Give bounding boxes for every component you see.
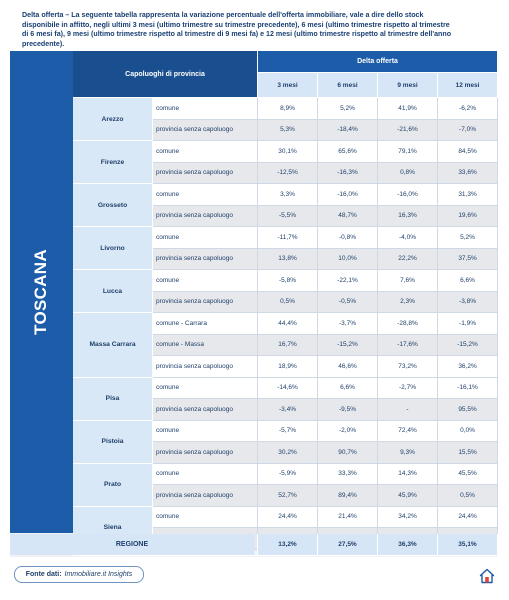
delta-value: -1,9% bbox=[438, 313, 498, 335]
delta-value: 30,2% bbox=[258, 442, 318, 464]
delta-value: -3,8% bbox=[438, 292, 498, 314]
delta-value: 8,9% bbox=[258, 98, 318, 120]
table-row bbox=[73, 507, 498, 529]
table-row bbox=[73, 378, 498, 400]
province-name: Livorno bbox=[73, 227, 153, 270]
area-type: comune bbox=[153, 270, 258, 292]
header-period: 9 mesi bbox=[378, 73, 438, 98]
delta-value: 5,2% bbox=[318, 98, 378, 120]
delta-value: 10,0% bbox=[318, 249, 378, 271]
header-period: 3 mesi bbox=[258, 73, 318, 98]
delta-value: 16,3% bbox=[378, 206, 438, 228]
header-period: 6 mesi bbox=[318, 73, 378, 98]
area-type: comune - Carrara bbox=[153, 313, 258, 335]
province-name: Grosseto bbox=[73, 184, 153, 227]
delta-value: 21,4% bbox=[318, 507, 378, 529]
table-row bbox=[73, 421, 498, 443]
delta-value: 89,4% bbox=[318, 485, 378, 507]
delta-value: -12,5% bbox=[258, 163, 318, 185]
delta-value: 0,5% bbox=[258, 292, 318, 314]
area-type: comune bbox=[153, 184, 258, 206]
delta-value: -14,6% bbox=[258, 378, 318, 400]
source-value: Immobiliare.it Insights bbox=[64, 571, 133, 578]
delta-offerta-table bbox=[73, 51, 498, 550]
delta-value: 34,2% bbox=[378, 507, 438, 529]
delta-value: 5,3% bbox=[258, 120, 318, 142]
table-row bbox=[73, 464, 498, 486]
table-row bbox=[73, 227, 498, 249]
delta-value: -5,9% bbox=[258, 464, 318, 486]
area-type: provincia senza capoluogo bbox=[153, 292, 258, 314]
province-name: Prato bbox=[73, 464, 153, 507]
area-type: comune bbox=[153, 141, 258, 163]
delta-value: 31,3% bbox=[438, 184, 498, 206]
delta-value: -5,8% bbox=[258, 270, 318, 292]
header-delta-offerta: Delta offerta bbox=[258, 51, 498, 73]
delta-value: 24,4% bbox=[438, 507, 498, 529]
total-spacer bbox=[73, 534, 258, 556]
intro-title: Delta offerta bbox=[22, 11, 64, 19]
delta-value: 95,5% bbox=[438, 399, 498, 421]
area-type: comune bbox=[153, 227, 258, 249]
header-period: 12 mesi bbox=[438, 73, 498, 98]
intro-body: – La seguente tabella rappresenta la variazione percentuale dell'offerta immobiliare, vale a dire dello stock disponibile in affitto, negli ultimi 3 mesi (ultimo trimestre su trimestre precedente), 6 mesi (ultimo trimestre rispetto al trimestre di 6 mesi fa), 9 mesi (ultimo trimestre rispetto al trimestre di 9 mesi fa) e 12 mesi (ultimo trimestre rispetto al trimestre dell'anno precedente). bbox=[22, 11, 452, 48]
delta-value: 3,3% bbox=[258, 184, 318, 206]
table-row bbox=[73, 313, 498, 335]
delta-value: 13,8% bbox=[258, 249, 318, 271]
delta-value: -0,5% bbox=[318, 292, 378, 314]
area-type: provincia senza capoluogo bbox=[153, 485, 258, 507]
delta-value: -7,0% bbox=[438, 120, 498, 142]
delta-value: 30,1% bbox=[258, 141, 318, 163]
delta-value: -6,2% bbox=[438, 98, 498, 120]
delta-value: -16,0% bbox=[378, 184, 438, 206]
delta-value: -21,6% bbox=[378, 120, 438, 142]
delta-value: 22,2% bbox=[378, 249, 438, 271]
delta-value: -3,4% bbox=[258, 399, 318, 421]
source-label: Fonte dati: bbox=[25, 571, 62, 578]
total-value: 13,2% bbox=[258, 534, 318, 556]
total-value: 27,5% bbox=[318, 534, 378, 556]
delta-value: 7,6% bbox=[378, 270, 438, 292]
total-value: 36,3% bbox=[378, 534, 438, 556]
delta-value: 48,7% bbox=[318, 206, 378, 228]
region-label: TOSCANA bbox=[31, 249, 50, 335]
delta-value: 79,1% bbox=[378, 141, 438, 163]
delta-value: 37,5% bbox=[438, 249, 498, 271]
delta-value: -22,1% bbox=[318, 270, 378, 292]
delta-value: -11,7% bbox=[258, 227, 318, 249]
delta-value: -15,2% bbox=[318, 335, 378, 357]
delta-value: 65,6% bbox=[318, 141, 378, 163]
delta-value: -2,0% bbox=[318, 421, 378, 443]
delta-value: 5,2% bbox=[438, 227, 498, 249]
delta-value: 15,5% bbox=[438, 442, 498, 464]
delta-value: -16,0% bbox=[318, 184, 378, 206]
delta-value: 33,6% bbox=[438, 163, 498, 185]
area-type: provincia senza capoluogo bbox=[153, 356, 258, 378]
delta-value: 52,7% bbox=[258, 485, 318, 507]
delta-value: 18,9% bbox=[258, 356, 318, 378]
delta-value: 16,7% bbox=[258, 335, 318, 357]
province-name: Arezzo bbox=[73, 98, 153, 141]
area-type: comune bbox=[153, 421, 258, 443]
area-type: provincia senza capoluogo bbox=[153, 163, 258, 185]
delta-value: -5,5% bbox=[258, 206, 318, 228]
delta-value: -16,3% bbox=[318, 163, 378, 185]
delta-value: 90,7% bbox=[318, 442, 378, 464]
table-row bbox=[73, 184, 498, 206]
delta-value: -0,8% bbox=[318, 227, 378, 249]
delta-value: 45,9% bbox=[378, 485, 438, 507]
area-type: provincia senza capoluogo bbox=[153, 442, 258, 464]
house-logo-icon bbox=[479, 568, 495, 584]
delta-value: -3,7% bbox=[318, 313, 378, 335]
area-type: provincia senza capoluogo bbox=[153, 399, 258, 421]
area-type: provincia senza capoluogo bbox=[153, 249, 258, 271]
delta-value: 44,4% bbox=[258, 313, 318, 335]
area-type: comune bbox=[153, 378, 258, 400]
delta-value: 0,8% bbox=[378, 163, 438, 185]
area-type: comune bbox=[153, 507, 258, 529]
delta-value: -17,6% bbox=[378, 335, 438, 357]
delta-value: 84,5% bbox=[438, 141, 498, 163]
total-row bbox=[73, 534, 498, 556]
delta-value: -18,4% bbox=[318, 120, 378, 142]
delta-value: 33,3% bbox=[318, 464, 378, 486]
delta-value: -2,7% bbox=[378, 378, 438, 400]
table-row bbox=[73, 98, 498, 120]
delta-value: 41,9% bbox=[378, 98, 438, 120]
delta-value: 9,3% bbox=[378, 442, 438, 464]
delta-value: 14,3% bbox=[378, 464, 438, 486]
total-label: REGIONE bbox=[10, 534, 254, 555]
delta-value: 6,6% bbox=[318, 378, 378, 400]
area-type: comune - Massa bbox=[153, 335, 258, 357]
total-table bbox=[73, 534, 498, 556]
delta-value: -9,5% bbox=[318, 399, 378, 421]
delta-value: 72,4% bbox=[378, 421, 438, 443]
area-type: comune bbox=[153, 464, 258, 486]
delta-value: - bbox=[378, 399, 438, 421]
delta-value: 45,5% bbox=[438, 464, 498, 486]
province-name: Pistoia bbox=[73, 421, 153, 464]
delta-value: -28,8% bbox=[378, 313, 438, 335]
total-value: 35,1% bbox=[438, 534, 498, 556]
table-row bbox=[73, 141, 498, 163]
source-badge bbox=[14, 566, 144, 583]
delta-value: 36,2% bbox=[438, 356, 498, 378]
header-capoluoghi: Capoluoghi di provincia bbox=[73, 51, 258, 98]
delta-value: -15,2% bbox=[438, 335, 498, 357]
delta-value: 73,2% bbox=[378, 356, 438, 378]
delta-value: -16,1% bbox=[438, 378, 498, 400]
delta-value: -4,0% bbox=[378, 227, 438, 249]
delta-value: -5,7% bbox=[258, 421, 318, 443]
area-type: provincia senza capoluogo bbox=[153, 206, 258, 228]
area-type: provincia senza capoluogo bbox=[153, 120, 258, 142]
province-name: Siena bbox=[73, 507, 153, 550]
province-name: Lucca bbox=[73, 270, 153, 313]
delta-value: 0,5% bbox=[438, 485, 498, 507]
table-row bbox=[73, 270, 498, 292]
delta-value: 0,0% bbox=[438, 421, 498, 443]
delta-value: 24,4% bbox=[258, 507, 318, 529]
delta-value: 19,6% bbox=[438, 206, 498, 228]
delta-value: 46,6% bbox=[318, 356, 378, 378]
delta-value: 6,6% bbox=[438, 270, 498, 292]
province-name: Pisa bbox=[73, 378, 153, 421]
intro-text bbox=[22, 11, 452, 49]
area-type: comune bbox=[153, 98, 258, 120]
province-name: Massa Carrara bbox=[73, 313, 153, 378]
province-name: Firenze bbox=[73, 141, 153, 184]
delta-value: 2,3% bbox=[378, 292, 438, 314]
